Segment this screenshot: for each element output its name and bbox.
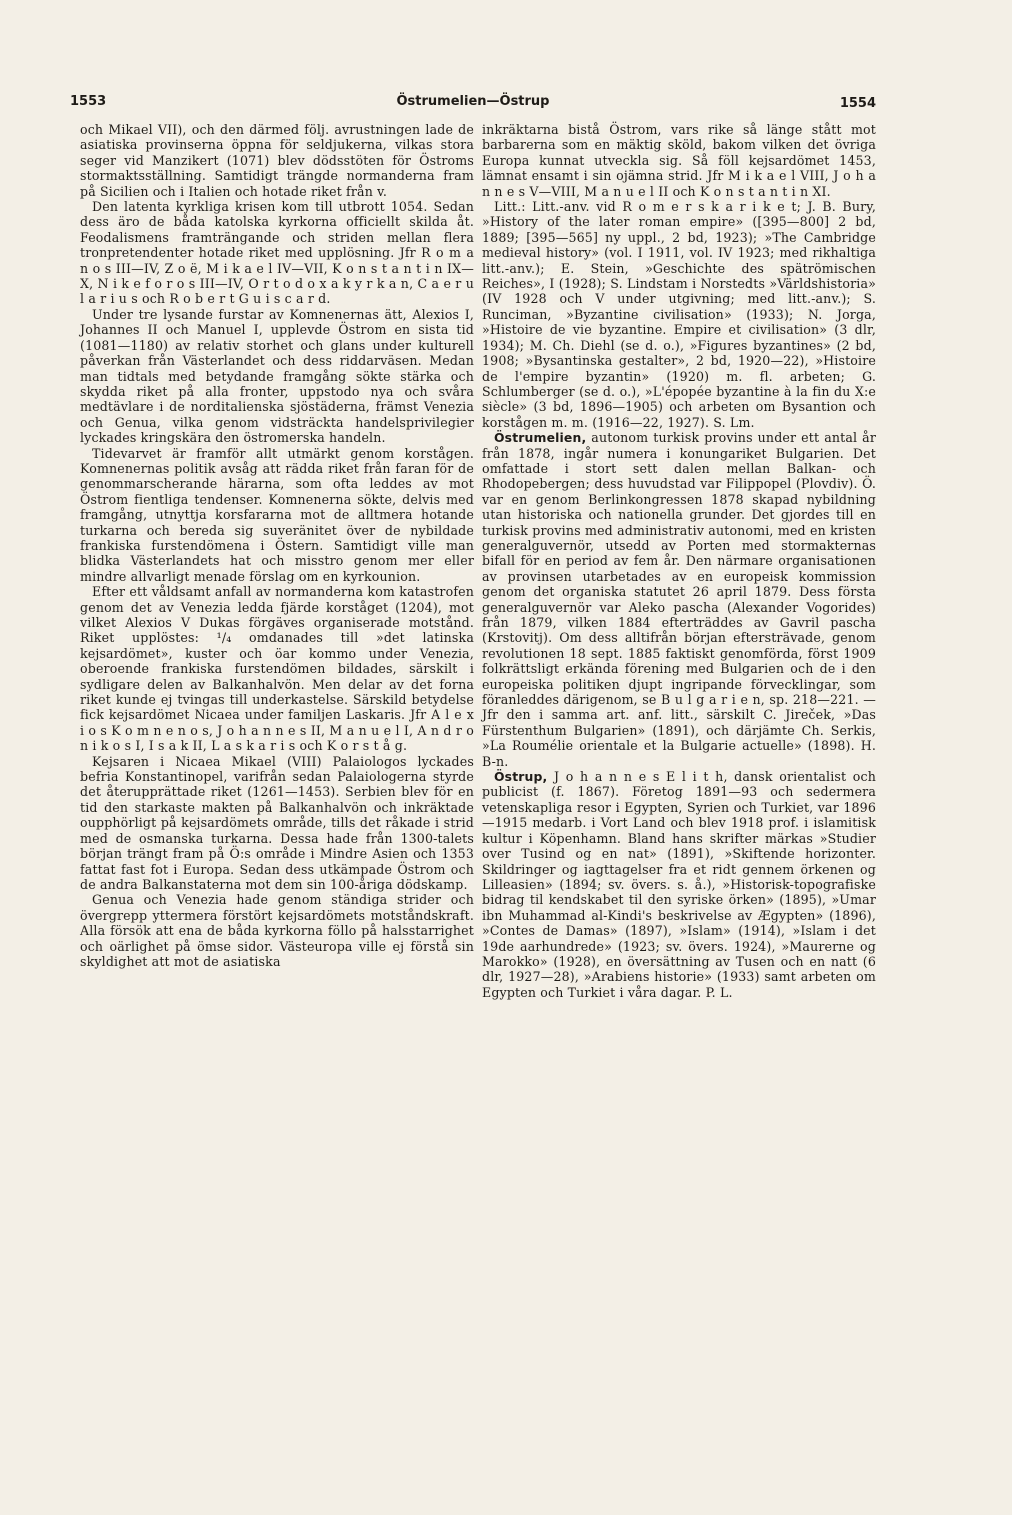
paragraph: inkräktarna bistå Östrom, vars rike så länge stått mot barbarerna som en mäktig sköld, bakom vilken det övriga Europa kunnat utveckla sig. Så föll kejsardömet 1453, lämnat ensamt i sin ojämna strid. Jfr M i k a e l VIII, J o h a n n e s V—VIII, M a n u e l II och K o n s t a n t i n XI.: [482, 122, 876, 199]
page-number-right: 1554: [839, 96, 876, 111]
paragraph: och Mikael VII), och den därmed följ. avrustningen lade de asiatiska provinserna öppna för seldjukerna, vilkas stora seger vid Manzikert (1071) blev dödsstöten för Östroms stormaktsställning. Samtidigt trängde normanderna fram på Sicilien och i Italien och hotade riket från v.: [80, 122, 474, 199]
headword: Östrumelien,: [494, 430, 587, 446]
headword: Östrup,: [494, 769, 548, 785]
paragraph: Kejsaren i Nicaea Mikael (VIII) Palaiologos lyckades befria Konstantinopel, varifrån sedan Palaiologerna styrde det återupprättade riket (1261—1453). Serbien blev för en tid den starkaste makten på Balkanhalvön och inkräktade oupphörligt på kejsardömets område, tills det råkade i strid med de osmanska turkarna. Dessa hade från 1300-talets början trängt fram på Ö:s område i Mindre Asien och 1353 fattat fast fot i Europa. Sedan dess utkämpade Östrom och de andra Balkanstaterna mot dem sin 100-åriga dödskamp.: [80, 753, 474, 892]
paragraph: Tidevarvet är framför allt utmärkt genom korstågen. Komnenernas politik avsåg att rädda riket från faran för de genommarscherande härarna, som ofta leddes av mot Östrom fientliga tendenser. Komnenerna sökte, delvis med framgång, utnyttja korsfararna mot de alltmera hotande turkarna och bereda sig suveränitet över de nybildade frankiska furstendömena i Östern. Samtidigt ville man blidka Västerlandets hat och misstro genom mer eller mindre allvarligt menade förslag om en kyrkounion.: [80, 445, 474, 584]
left-column: [80, 122, 474, 969]
right-column: [482, 122, 876, 1000]
page-header: [70, 92, 876, 114]
paragraph: Efter ett våldsamt anfall av normanderna kom katastrofen genom det av Venezia ledda fjärde korståget (1204), mot vilket Alexios V Dukas förgäves organiserade motstånd. Riket upplöstes: ¹/₄ omdanades till »det latinska kejsardömet», kuster och öar kommo under Venezia, oberoende frankiska furstendömen bildades, särskilt i sydligare delen av Balkanhalvön. Men delar av det forna riket kunde ej tvingas till underkastelse. Särskild betydelse fick kejsardömet Nicaea under familjen Laskaris. Jfr A l e x i o s K o m n e n o s, J o h a n n e s II, M a n u e l I, A n d r o n i k o s I, I s a k II, L a s k a r i s och K o r s t å g.: [80, 584, 474, 754]
literature-paragraph: Litt.: Litt.-anv. vid R o m e r s k a r i k e t; J. B. Bury, »History of the later roman empire» ([395—800] 2 bd, 1889; [395—565] ny uppl., 2 bd, 1923); »The Cambridge medieval history» (vol. I 1911, vol. IV 1923; med rikhaltiga litt.-anv.); E. Stein, »Geschichte des spätrömischen Reiches», I (1928); S. Lindstam i Norstedts »Världshistoria» (IV 1928 och V under utgivning; med litt.-anv.); S. Runciman, »Byzantine civilisation» (1933); N. Jorga, »Histoire de vie byzantine. Empire et civilisation» (3 dlr, 1934); M. Ch. Diehl (se d. o.), »Figures byzantines» (2 bd, 1908; »Bysantinska gestalter», 2 bd, 1920—22), »Histoire de l'empire byzantin» (1920) m. fl. arbeten; G. Schlumberger (se d. o.), »L'épopée byzantine à la fin du X:e siècle» (3 bd, 1896—1905) och arbeten om Bysantion och korstågen m. m. (1916—22, 1927). S. Lm.: [482, 199, 876, 430]
page-number-left: 1553: [70, 94, 107, 109]
paragraph: Under tre lysande furstar av Komnenernas ätt, Alexios I, Johannes II och Manuel I, upplevde Östrom en sista tid (1081—1180) av relativ storhet och glans under kulturell påverkan från Västerlandet och dess riddarväsen. Medan man tidtals med betydande framgång sökte stärka och skydda riket på alla fronter, uppstodo nya och svåra medtävlare i de norditalienska sjöstäderna, främst Venezia och Genua, vilka genom vidsträckta handelsprivilegier lyckades kringskära den östromerska handeln.: [80, 306, 474, 446]
paragraph: Den latenta kyrkliga krisen kom till utbrott 1054. Sedan dess äro de båda katolska kyrkorna officiellt skilda åt. Feodalismens framträngande och striden mellan flera tronpretendenter hotade riket med upplösning. Jfr R o m a n o s III—IV, Z o ë, M i k a e l IV—VII, K o n s t a n t i n IX—X, N i k e f o r o s III—IV, O r t o d o x a k y r k a n, C a e r u l a r i u s och R o b e r t G u i s c a r d.: [80, 199, 474, 307]
running-title: Östrumelien—Östrup: [396, 94, 550, 109]
entry-text: J o h a n n e s E l i t h, dansk orientalist och publicist (f. 1867). Företog 1891—93 och sedermera vetenskapliga resor i Egypten, Syrien och Turkiet, var 1896—1915 medarb. i Vort Land och blev 1918 prof. i islamitisk kultur i Köpenhamn. Bland hans skrifter märkas »Studier over Tusind og en nat» (1891), »Skiftende horizonter. Skildringer og iagttagelser fra et ridt gennem örkenen og Lilleasien» (1894; sv. övers. s. å.), »Historisk-topografiske bidrag til kendskabet til den syriske örken» (1895), »Umar ibn Muhammad al-Kindi's beskrivelse av Ægypten» (1896), »Contes de Damas» (1897), »Islam» (1914), »Islam i det 19de aarhundrede» (1923; sv. övers. 1924), »Maurerne og Marokko» (1928), en översättning av Tusen och en natt (6 dlr, 1927—28), »Arabiens historie» (1933) samt arbeten om Egypten och Turkiet i våra dagar. P. L.: [482, 769, 876, 1000]
entry-ostrumelien: [482, 430, 876, 769]
entry-text: autonom turkisk provins under ett antal år från 1878, ingår numera i konungariket Bulgarien. Det omfattade i stort sett dalen mellan Balkan- och Rhodopebergen; dess huvudstad var Filippopel (Plovdiv). Ö. var en genom Berlinkongressen 1878 skapad nybildning utan historiska och nationella grunder. Det gjordes till en turkisk provins med administrativ autonomi, med en kristen generalguvernör, utsedd av Porten med stormakternas bifall för en period av fem år. Den närmare organisationen av provinsen utarbetades av en europeisk kommission genom det organiska statutet 26 april 1879. Dess första generalguvernör var Aleko pascha (Alexander Vogorides) från 1879, vilken 1884 efterträddes av Gavril pascha (Krstovitj). Om dess alltifrån början eftersträvade, genom revolutionen 18 sept. 1885 faktiskt genomförda, först 1909 folkrättsligt erkända förening med Bulgarien och de i den europeiska politiken djupt ingripande förvecklingar, som föranleddes därigenom, se B u l g a r i e n, sp. 218—221. — Jfr den i samma art. anf. litt., särskilt C. Jireček, »Das Fürstenthum Bulgarien» (1891), och därjämte Ch. Serkis, »La Roumélie orientale et la Bulgarie actuelle» (1898). H. B-n.: [482, 430, 876, 769]
entry-ostrup: [482, 769, 876, 1000]
paragraph: Genua och Venezia hade genom ständiga strider och övergrepp yttermera förstört kejsardömets motståndskraft. Alla försök att ena de båda kyrkorna föllo på halsstarrighet och oärlighet på ömse sidor. Västeuropa ville ej förstå sin skyldighet att mot de asiatiska: [80, 892, 474, 969]
